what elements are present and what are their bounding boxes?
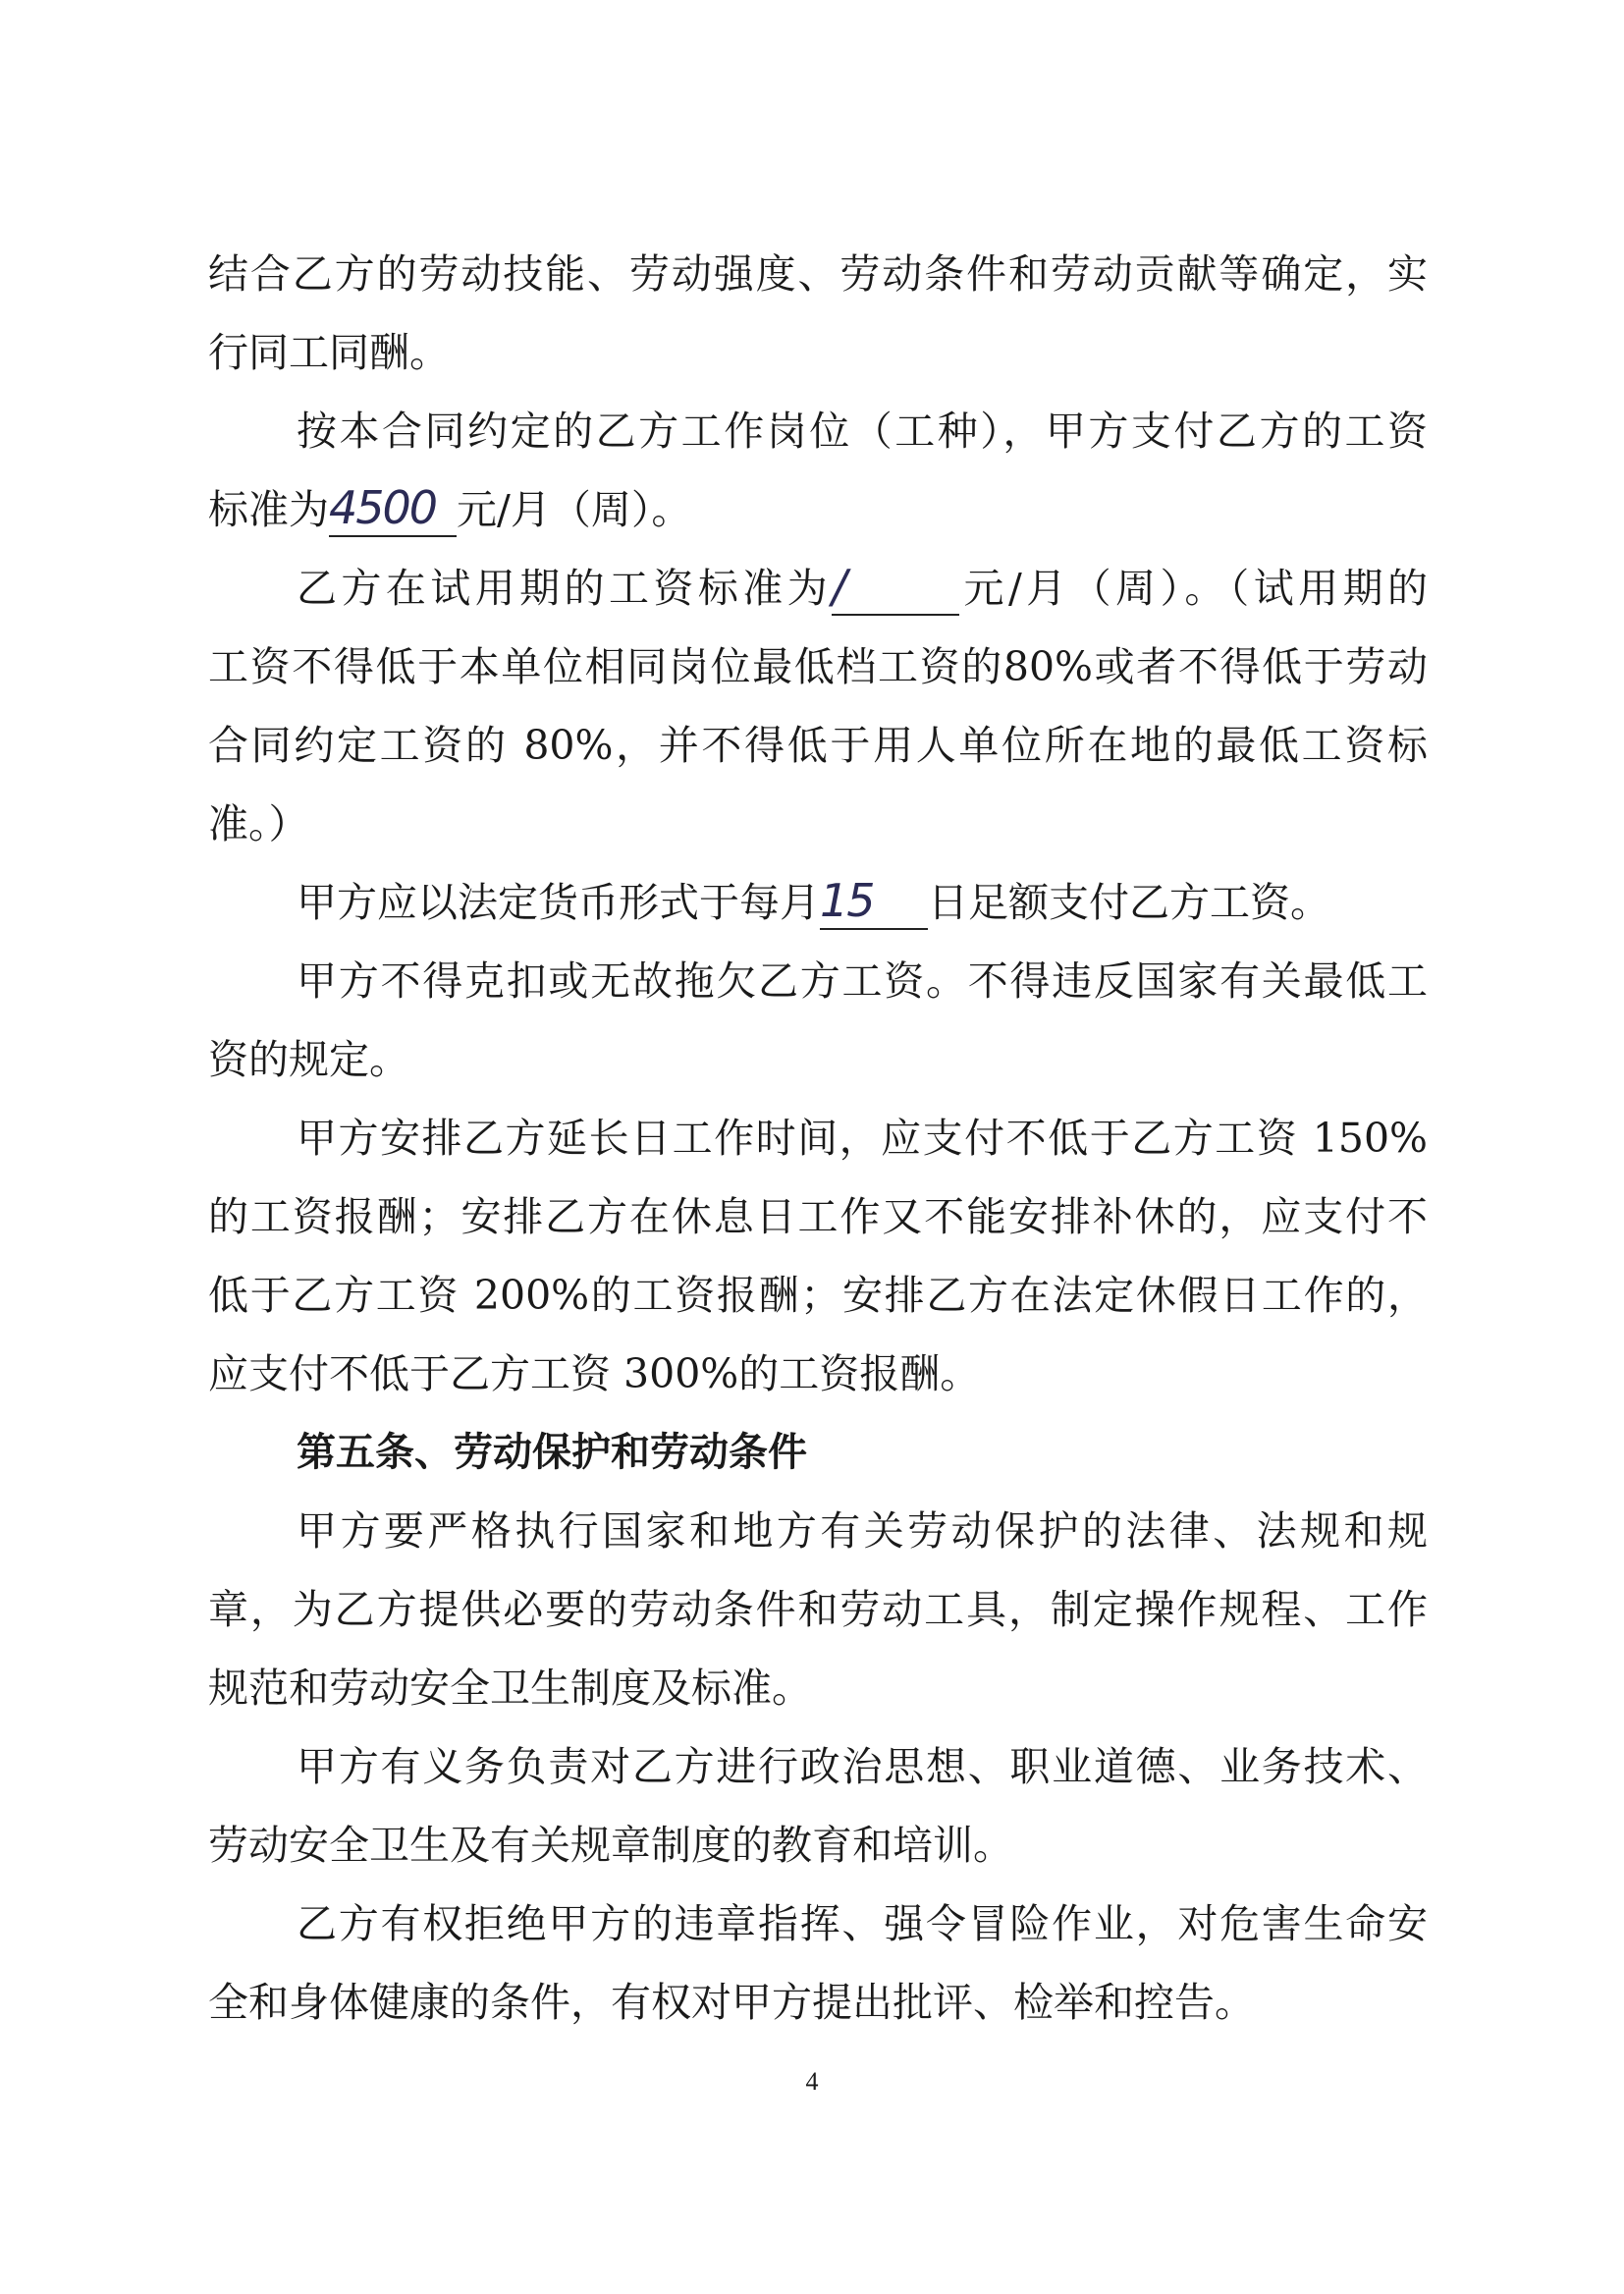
text-line: 应支付不低于乙方工资 300%的工资报酬。 [208,1350,981,1397]
wage-blank [329,482,457,537]
text-line: 资的规定。 [208,1036,409,1083]
page-number: 4 [805,2067,819,2096]
text-line: 工资不得低于本单位相同岗位最低档工资的80%或者不得低于劳动 [208,643,1428,690]
text-line: 合同约定工资的 80%，并不得低于用人单位所在地的最低工资标 [208,722,1428,769]
pay-day-blank [820,875,928,930]
text-line: 劳动安全卫生及有关规章制度的教育和培训。 [208,1822,1013,1869]
text-line [208,545,1428,631]
probation-wage-blank [832,561,959,616]
text-segment: 元/月（周）。 [457,486,692,533]
text-line: 甲方有义务负责对乙方进行政治思想、职业道德、业务技术、 [297,1743,1428,1790]
text-line: 按本合同约定的乙方工作岗位（工种），甲方支付乙方的工资 [297,408,1428,455]
text-line: 章，为乙方提供必要的劳动条件和劳动工具，制定操作规程、工作 [208,1586,1428,1633]
text-line [208,859,1428,946]
text-line: 准。） [208,800,309,847]
text-line: 甲方要严格执行国家和地方有关劳动保护的法律、法规和规 [297,1507,1428,1555]
handwritten-wage: 4500 [329,481,437,534]
text-line [208,466,1428,553]
handwritten-probation-wage: / [832,560,845,613]
text-line: 低于乙方工资 200%的工资报酬；安排乙方在法定休假日工作的， [208,1272,1428,1319]
text-segment: 标准为 [208,486,329,533]
text-segment: 日足额支付乙方工资。 [928,879,1330,926]
text-segment: 乙方在试用期的工资标准为 [297,565,833,612]
text-line: 甲方不得克扣或无故拖欠乙方工资。不得违反国家有关最低工 [297,957,1428,1005]
text-line: 规范和劳动安全卫生制度及标准。 [208,1665,812,1712]
handwritten-pay-day: 15 [820,874,874,927]
text-segment: 甲方应以法定货币形式于每月 [297,879,820,926]
text-line: 甲方安排乙方延长日工作时间，应支付不低于乙方工资 150% [297,1115,1428,1162]
text-line: 全和身体健康的条件，有权对甲方提出批评、检举和控告。 [208,1979,1255,2026]
text-line: 行同工同酬。 [208,329,450,376]
section-heading: 第五条、劳动保护和劳动条件 [297,1430,807,1475]
text-segment: 元/月（周）。（试用期的 [959,565,1428,612]
text-line: 的工资报酬；安排乙方在休息日工作又不能安排补休的，应支付不 [208,1193,1428,1240]
text-line: 乙方有权拒绝甲方的违章指挥、强令冒险作业，对危害生命安 [297,1900,1428,1947]
text-line: 结合乙方的劳动技能、劳动强度、劳动条件和劳动贡献等确定，实 [208,250,1428,298]
